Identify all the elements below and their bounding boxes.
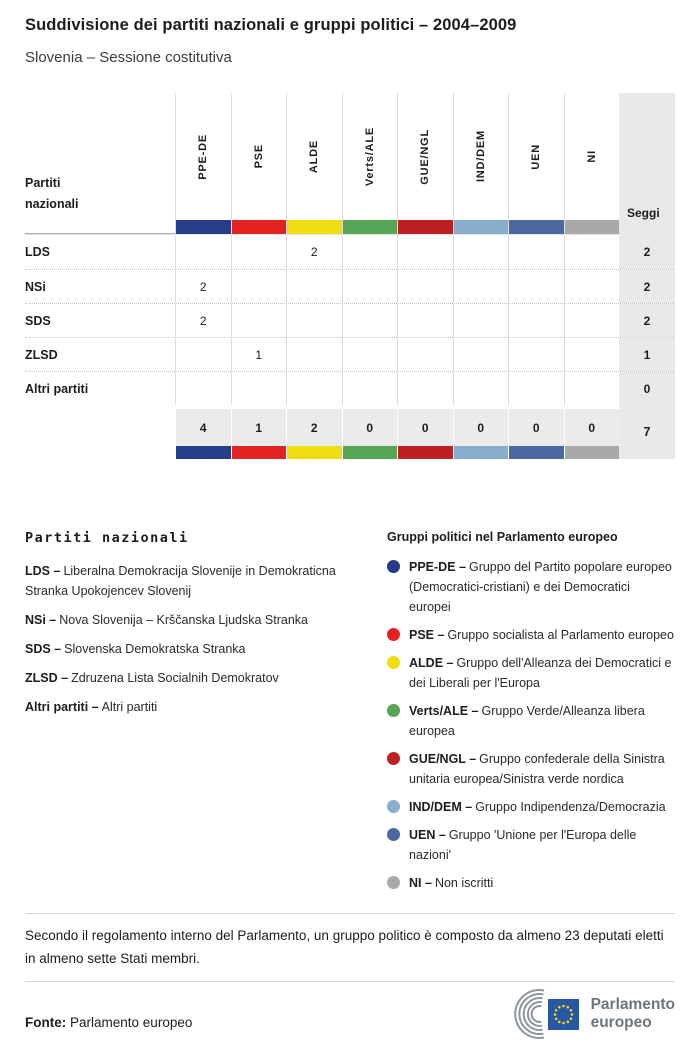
total-cell: 0 [342,405,398,459]
legend-item: PSE – Gruppo socialista al Parlamento europeo [387,625,675,645]
matrix-cell [342,372,398,405]
group-color-dot [387,752,400,765]
column-label: ALDE [308,139,321,174]
matrix-cell: 2 [286,235,342,269]
total-cell: 0 [564,405,620,459]
column-label: IND/DEM [474,130,487,183]
legend-political-groups [387,530,675,901]
legend-national-parties [25,530,387,901]
total-cell: 0 [508,405,564,459]
group-color-strip [287,446,342,459]
matrix-cell [508,372,564,405]
legend-parties-heading: Partiti nazionali [25,530,189,546]
column-label: GUE/NGL [419,128,432,185]
matrix-cell [508,304,564,337]
column-label: UEN [530,143,543,170]
group-color-strip [454,220,509,234]
matrix-cell [564,338,620,371]
table-row [25,235,675,269]
matrix-cell [175,338,231,371]
group-color-strip [176,220,231,234]
matrix-cell [453,372,509,405]
group-color-strip [343,220,398,234]
total-cell: 2 [286,405,342,459]
source-text: Parlamento europeo [70,1015,193,1030]
table-row [25,303,675,337]
column-label: PSE [252,144,265,169]
party-name: SDS [25,313,51,328]
total-cell: 1 [231,405,287,459]
source-label: Fonte: [25,1015,67,1030]
group-color-strip [454,446,509,459]
source-line [25,1015,192,1040]
column-header-seats: Seggi [619,93,675,234]
matrix-cell [564,304,620,337]
seats-cell: 1 [619,338,675,371]
group-color-dot [387,800,400,813]
seats-cell: 0 [619,372,675,405]
matrix-cell [508,235,564,269]
matrix-cell [286,338,342,371]
matrix-cell: 1 [231,338,287,371]
group-color-dot [387,704,400,717]
group-color-strip [509,446,564,459]
group-color-dot [387,876,400,889]
group-color-strip [232,220,287,234]
page-subtitle: Slovenia – Sessione costitutiva [25,49,232,66]
matrix-cell [342,304,398,337]
matrix-cell [564,270,620,303]
matrix-cell [231,372,287,405]
matrix-cell [342,235,398,269]
seats-cell: 2 [619,304,675,337]
matrix-cell: 2 [175,304,231,337]
total-cell: 0 [453,405,509,459]
column-header-alde [286,93,342,234]
legend-section [25,530,675,901]
group-color-strip [232,446,287,459]
column-header-verts-ale [342,93,398,234]
matrix-cell [453,270,509,303]
legend-item: IND/DEM – Gruppo Indipendenza/Democrazia [387,797,675,817]
matrix-cell [286,270,342,303]
table-row [25,269,675,303]
matrix-cell [397,270,453,303]
european-parliament-logo [510,988,675,1040]
divider [25,981,675,982]
column-header-gue-ngl [397,93,453,234]
group-color-strip [509,220,564,234]
row-header-label: Partiti nazionali [25,93,175,234]
legend-item: SDS – Slovenska Demokratska Stranka [25,642,246,656]
page-title: Suddivisione dei partiti nazionali e gruppi politici – 2004–2009 [25,16,517,34]
party-name: NSi [25,279,46,294]
party-name: Altri partiti [25,381,89,396]
matrix-cell [508,270,564,303]
party-name: LDS [25,245,50,259]
table-totals-row [25,405,675,459]
matrix-cell [231,270,287,303]
seats-cell: 2 [619,270,675,303]
column-header-ind-dem [453,93,509,234]
group-color-strip [398,220,453,234]
column-label: Verts/ALE [363,126,376,187]
legend-item: Altri partiti – Altri partiti [25,700,158,714]
column-header-uen [508,93,564,234]
matrix-cell [453,338,509,371]
legend-item: LDS – Liberalna Demokracija Slovenije in Demokraticna Stranka Upokojencev Slovenij [25,564,336,598]
legend-item: ZLSD – Zdruzena Lista Socialnih Demokratov [25,671,279,685]
matrix-cell [342,270,398,303]
column-label: NI [585,150,598,163]
matrix-cell [286,304,342,337]
matrix-cell [175,372,231,405]
matrix-cell [564,372,620,405]
group-color-strip [565,446,620,459]
total-cell: 0 [397,405,453,459]
matrix-cell [397,338,453,371]
total-seats-cell: 7 [619,405,675,459]
matrix-cell [342,338,398,371]
matrix-cell [175,235,231,269]
seats-cell: 2 [619,235,675,269]
legend-item: Verts/ALE – Gruppo Verde/Alleanza libera europea [387,701,675,741]
group-color-strip [398,446,453,459]
logo-wordmark: Parlamento europeo [590,996,675,1031]
table-row [25,371,675,405]
column-label: PPE-DE [197,133,210,180]
column-header-ppe-de [175,93,231,234]
legend-item: UEN – Gruppo 'Unione per l'Europa delle nazioni' [387,825,675,865]
footnote: Secondo il regolamento interno del Parlamento, un gruppo politico è composto da almeno 23 deputati eletti in almeno sette Stati membri. [25,928,664,966]
column-header-ni [564,93,620,234]
matrix-cell [286,372,342,405]
hemicycle-eu-flag-icon [510,988,582,1040]
matrix-cell [564,235,620,269]
legend-item: NSi – Nova Slovenija – Krščanska Ljudska Stranka [25,613,309,627]
table-row [25,337,675,371]
party-name: ZLSD [25,347,58,362]
matrix-cell [397,304,453,337]
group-color-strip [565,220,620,234]
group-color-dot [387,828,400,841]
group-color-strip [287,220,342,234]
legend-item: GUE/NGL – Gruppo confederale della Sinistra unitaria europea/Sinistra verde nordica [387,749,675,789]
legend-item: NI – Non iscritti [387,873,675,893]
group-color-strip [343,446,398,459]
matrix-cell [397,372,453,405]
matrix-cell [508,338,564,371]
matrix-cell [453,235,509,269]
matrix-cell: 2 [175,270,231,303]
group-color-dot [387,628,400,641]
matrix-cell [231,235,287,269]
seats-table [25,93,675,459]
totals-spacer [25,405,175,459]
matrix-cell [453,304,509,337]
group-color-strip [176,446,231,459]
column-header-pse [231,93,287,234]
legend-item: ALDE – Gruppo dell'Alleanza dei Democratici e dei Liberali per l'Europa [387,653,675,693]
matrix-cell [231,304,287,337]
legend-groups-heading: Gruppi politici nel Parlamento europeo [387,530,618,544]
group-color-dot [387,560,400,573]
group-color-dot [387,656,400,669]
table-header-row [25,93,675,235]
total-cell: 4 [175,405,231,459]
footer [25,988,675,1040]
legend-item: PPE-DE – Gruppo del Partito popolare europeo (Democratici-cristiani) e dei Democratici europei [387,557,675,617]
matrix-cell [397,235,453,269]
